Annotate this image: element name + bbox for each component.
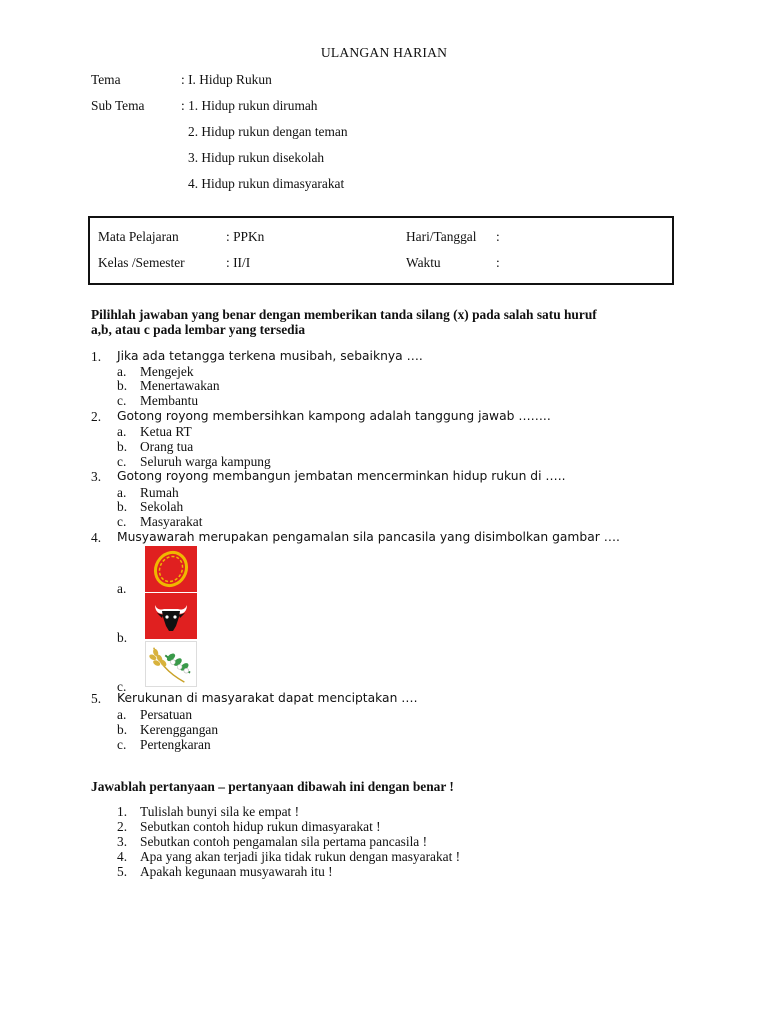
question-number: 2. (91, 409, 102, 424)
hari-value: : (496, 229, 500, 244)
section1-instruction: a,b, atau c pada lembar yang tersedia (91, 322, 306, 337)
option-text: Membantu (140, 393, 199, 408)
essay-text: Tulislah bunyi sila ke empat ! (140, 804, 300, 819)
option-text: Rumah (140, 485, 179, 500)
question-text: Gotong royong membersihkan kampong adalah tanggung jawab …….. (117, 409, 551, 423)
section2-instruction: Jawablah pertanyaan – pertanyaan dibawah ini dengan benar ! (91, 779, 454, 794)
essay-number: 3. (117, 834, 128, 849)
option-text: Orang tua (140, 439, 194, 454)
option-letter: b. (117, 722, 128, 737)
subtema-item: 3. Hidup rukun disekolah (188, 150, 325, 165)
option-text: Mengejek (140, 364, 194, 379)
option-text: Menertawakan (140, 378, 220, 393)
essay-number: 1. (117, 804, 128, 819)
question-text: Kerukunan di masyarakat dapat menciptakan …. (117, 691, 418, 705)
option-letter: a. (117, 581, 127, 596)
option-letter: c. (117, 679, 127, 694)
mapel-value: : PPKn (226, 229, 265, 244)
section1-instruction: Pilihlah jawaban yang benar dengan memberikan tanda silang (x) pada salah satu huruf (91, 307, 597, 322)
question-number: 3. (91, 469, 102, 484)
option-text: Ketua RT (140, 424, 192, 439)
bull-head-symbol-icon (145, 593, 197, 639)
option-letter: a. (117, 364, 127, 379)
option-letter: c. (117, 514, 127, 529)
option-text: Masyarakat (140, 514, 203, 529)
option-letter: b. (117, 499, 128, 514)
option-letter: b. (117, 439, 128, 454)
kelas-value: : II/I (226, 255, 251, 270)
waktu-value: : (496, 255, 500, 270)
subtema-item: 4. Hidup rukun dimasyarakat (188, 176, 345, 191)
tema-label: Tema (91, 72, 121, 87)
mapel-label: Mata Pelajaran (98, 229, 179, 244)
essay-text: Apa yang akan terjadi jika tidak rukun dengan masyarakat ! (140, 849, 461, 864)
info-box (88, 216, 674, 285)
essay-text: Apakah kegunaan musyawarah itu ! (140, 864, 333, 879)
essay-text: Sebutkan contoh hidup rukun dimasyarakat ! (140, 819, 381, 834)
chain-symbol-icon (145, 546, 197, 592)
option-letter: b. (117, 378, 128, 393)
option-text: Kerenggangan (140, 722, 219, 737)
option-letter: c. (117, 737, 127, 752)
tema-value: : I. Hidup Rukun (181, 72, 272, 87)
option-text: Pertengkaran (140, 737, 211, 752)
kelas-label: Kelas /Semester (98, 255, 185, 270)
essay-number: 5. (117, 864, 128, 879)
page-title: ULANGAN HARIAN (320, 45, 448, 60)
rice-cotton-symbol-icon (145, 641, 197, 687)
option-letter: a. (117, 424, 127, 439)
question-text: Gotong royong membangun jembatan mencerminkan hidup rukun di ….. (117, 469, 566, 483)
option-letter: a. (117, 485, 127, 500)
essay-number: 4. (117, 849, 128, 864)
subtema-item: 2. Hidup rukun dengan teman (188, 124, 348, 139)
option-letter: a. (117, 707, 127, 722)
question-text: Jika ada tetangga terkena musibah, sebaiknya …. (117, 349, 423, 363)
option-text: Sekolah (140, 499, 184, 514)
option-letter: b. (117, 630, 128, 645)
essay-number: 2. (117, 819, 128, 834)
option-letter: c. (117, 454, 127, 469)
question-number: 4. (91, 530, 102, 545)
option-letter: c. (117, 393, 127, 408)
question-text: Musyawarah merupakan pengamalan sila pancasila yang disimbolkan gambar …. (117, 530, 620, 544)
subtema-item: : 1. Hidup rukun dirumah (181, 98, 318, 113)
question-number: 5. (91, 691, 102, 706)
hari-label: Hari/Tanggal (406, 229, 477, 244)
option-text: Seluruh warga kampung (140, 454, 271, 469)
waktu-label: Waktu (406, 255, 441, 270)
essay-text: Sebutkan contoh pengamalan sila pertama pancasila ! (140, 834, 428, 849)
option-text: Persatuan (140, 707, 193, 722)
question-number: 1. (91, 349, 102, 364)
subtema-label: Sub Tema (91, 98, 145, 113)
